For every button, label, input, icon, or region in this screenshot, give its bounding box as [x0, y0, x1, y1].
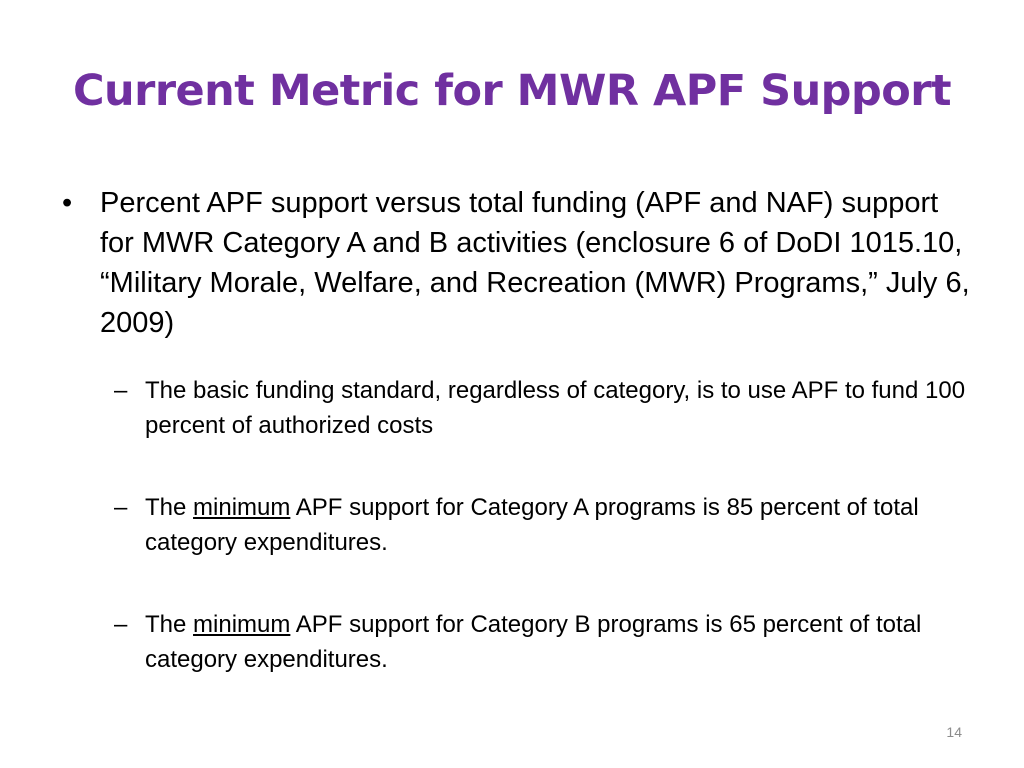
sub-bullet-prefix: The — [145, 611, 194, 638]
sub-bullet-category-a — [114, 490, 978, 560]
dash-marker: – — [114, 377, 128, 404]
sub-bullet-suffix: APF support for Category B programs is 65 percent of total category expenditures. — [145, 611, 922, 673]
main-bullet-text: Percent APF support versus total funding (APF and NAF) support for MWR Category A and B activities (enclosure 6 of DoDI 1015.10, “Military Morale, Welfare, and Recreation (MWR) Programs,” July 6, 2009) — [100, 187, 970, 339]
main-bullet — [62, 183, 978, 343]
sub-bullet-category-b — [114, 607, 978, 677]
sub-bullet-suffix: APF support for Category A programs is 85 percent of total category expenditures. — [145, 494, 919, 556]
bullet-marker: • — [62, 187, 73, 219]
dash-marker: – — [114, 611, 128, 638]
sub-bullet-emphasis: minimum — [193, 494, 291, 521]
sub-bullet-emphasis: minimum — [193, 611, 291, 638]
page-number: 14 — [946, 724, 962, 740]
sub-bullet-funding-standard — [114, 373, 978, 443]
slide-body — [62, 183, 978, 724]
sub-bullet-prefix: The — [145, 494, 194, 521]
sub-bullet-text: The basic funding standard, regardless of category, is to use APF to fund 100 percent of authorized costs — [145, 377, 966, 439]
slide-title: Current Metric for MWR APF Support — [72, 66, 952, 116]
dash-marker: – — [114, 494, 128, 521]
